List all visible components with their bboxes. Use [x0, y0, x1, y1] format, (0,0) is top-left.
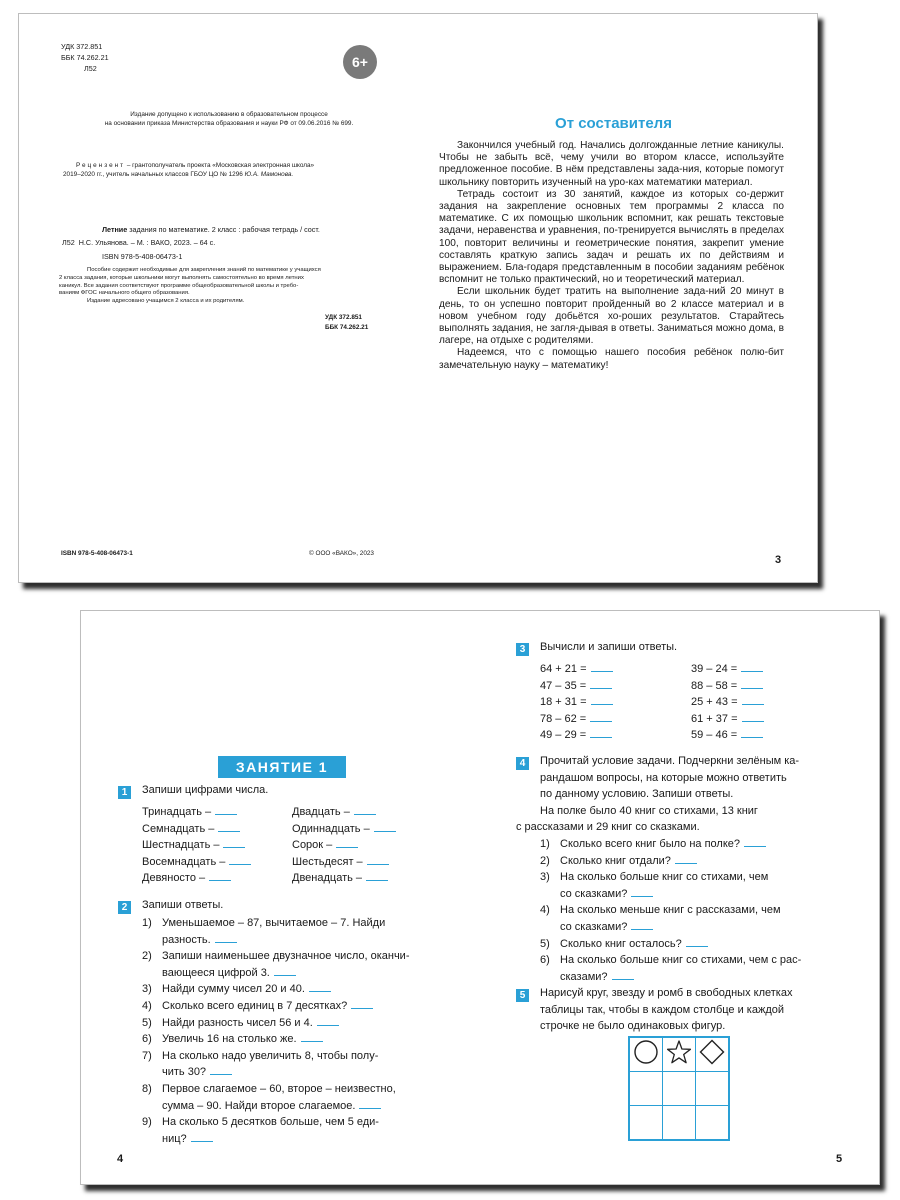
number-word-item	[292, 870, 452, 887]
number-word-item	[142, 854, 292, 871]
answer-blank[interactable]	[359, 1100, 381, 1109]
number-word: Двадцать –	[292, 806, 350, 818]
number-word: Семнадцать –	[142, 822, 215, 835]
spread-pages-2-3	[18, 13, 818, 583]
list-item	[540, 952, 842, 985]
item-text: Сколько всего книг было на полке?	[560, 837, 740, 850]
task5-line: таблицы так, чтобы в каждом столбце и каждой	[540, 1003, 785, 1016]
biblio-text-2: Н.С. Ульянова. – М. : ВАКО, 2023. – 64 с.	[78, 238, 216, 247]
item-text: Первое слагаемое – 60, второе – неизвестно,	[162, 1082, 396, 1095]
task2-prompt: Запиши ответы.	[142, 899, 224, 911]
item-text: ниц?	[162, 1132, 187, 1145]
page-number-4: 4	[117, 1153, 124, 1165]
intro-paragraph: Тетрадь состоит из 30 занятий, каждое из которых со-держит задания на закрепление основных тем программы 2 класса по математике. С их помощью школьник вспомнит, как решать текстовые задачи, неравенства и уравнения, по-тренируется вычислять в пределах 100, повторит величины и геометрические понятия, закрепит умение составлять краткую запись задач и решать их по действиям и выражением. Бла-годаря представленным в пособии заданиям ребёнок вспомнит не только практический, но и теоретический материал.	[439, 188, 784, 286]
udk-label: УДК 372.851	[61, 42, 103, 51]
answer-blank[interactable]	[218, 823, 240, 832]
item-text: Увеличь 16 на столько же.	[162, 1033, 297, 1046]
task4-prompt: по данному условию. Запиши ответы.	[540, 788, 734, 801]
answer-blank[interactable]	[229, 856, 251, 865]
item-number: 5)	[540, 937, 550, 950]
answer-blank[interactable]	[741, 729, 763, 738]
expression: 25 + 43 =	[691, 696, 738, 709]
answer-blank[interactable]	[590, 713, 612, 722]
number-word: Тринадцать –	[142, 806, 212, 818]
shapes-table	[629, 1037, 729, 1140]
item-number: 1)	[540, 837, 550, 850]
biblio-code: Л52	[62, 238, 75, 247]
item-text: Уменьшаемое – 87, вычитаемое – 7. Найди	[162, 917, 386, 929]
answer-blank[interactable]	[591, 696, 613, 705]
task3-left-column	[540, 661, 690, 744]
biblio-line-2	[62, 238, 215, 248]
list-item	[142, 948, 448, 981]
number-word: Шестнадцать –	[142, 839, 220, 852]
answer-blank[interactable]	[590, 729, 612, 738]
grid-cell	[696, 1038, 729, 1072]
task5-line: Нарисуй круг, звезду и ромб в свободных клетках	[540, 987, 793, 999]
expression-item	[691, 694, 841, 711]
answer-blank[interactable]	[366, 872, 388, 881]
reviewer-text-1: – грантополучатель проекта «Московская электронная школа»	[125, 162, 315, 169]
list-item	[540, 869, 842, 902]
answer-blank[interactable]	[590, 680, 612, 689]
item-text: Найди разность чисел 56 и 4.	[162, 1016, 313, 1029]
task-number-badge: 1	[118, 786, 131, 799]
item-number: 9)	[142, 1116, 152, 1129]
item-number: 3)	[540, 871, 550, 884]
answer-blank[interactable]	[354, 806, 376, 815]
item-number: 3)	[142, 983, 152, 996]
task5-line: строчке не было одинаковых фигур.	[540, 1020, 726, 1033]
answer-blank[interactable]	[336, 839, 358, 848]
annotation-line: 2 класса задания, которые школьники могут выполнять самостоятельно во время летних	[59, 274, 304, 281]
answer-blank[interactable]	[301, 1033, 323, 1042]
expression: 59 – 46 =	[691, 729, 738, 742]
list-item	[540, 836, 842, 853]
answer-blank[interactable]	[223, 839, 245, 848]
item-text: На сколько больше книг со стихами, чем с рас-	[560, 954, 802, 967]
expression: 88 – 58 =	[691, 679, 738, 692]
diamond-icon	[699, 1039, 725, 1065]
intro-body	[439, 140, 784, 372]
lesson-title: ЗАНЯТИЕ 1	[218, 756, 346, 778]
expression-item	[691, 678, 841, 695]
task-number-badge: 2	[118, 901, 131, 914]
answer-blank[interactable]	[374, 823, 396, 832]
answer-blank[interactable]	[612, 971, 634, 980]
item-number: 6)	[142, 1033, 152, 1046]
item-number: 2)	[142, 950, 152, 963]
item-text: На сколько больше книг со стихами, чем	[560, 871, 769, 884]
number-word: Сорок –	[292, 839, 333, 852]
item-text: Запиши наименьшее двузначное число, оканчи-	[162, 950, 410, 963]
item-number: 7)	[142, 1049, 152, 1062]
expression: 49 – 29 =	[540, 729, 587, 742]
list-item	[142, 1031, 448, 1048]
item-text: Найди сумму чисел 20 и 40.	[162, 983, 305, 996]
item-text: Сколько книг отдали?	[560, 854, 671, 867]
answer-blank[interactable]	[742, 696, 764, 705]
item-text: со сказками?	[560, 920, 628, 933]
number-word: Двенадцать –	[292, 872, 363, 885]
answer-blank[interactable]	[686, 938, 708, 947]
annotation-line: каникул. Все задания соответствуют программе общеобразовательной школы и требо-	[59, 282, 299, 289]
number-word-item	[142, 804, 292, 821]
reviewer-label: Рецензент	[76, 162, 126, 169]
biblio-line-1	[102, 225, 320, 235]
biblio-text-1: задания по математике. 2 класс : рабочая тетрадь / сост.	[127, 225, 320, 234]
approval-line-2: на основании приказа Министерства образования и науки РФ от 09.06.2016 № 699.	[104, 120, 354, 127]
number-word: Восемнадцать –	[142, 855, 226, 868]
intro-paragraph: Надеемся, что с помощью нашего пособия ребёнок полю-бит замечательную науку – математику!	[439, 347, 784, 371]
annotation	[55, 267, 381, 306]
item-text: На сколько меньше книг с рассказами, чем	[560, 904, 781, 917]
list-item	[142, 915, 448, 948]
grid-cell-empty[interactable]	[663, 1106, 696, 1140]
answer-blank[interactable]	[742, 713, 764, 722]
bbk-label: ББК 74.262.21	[61, 53, 109, 62]
expression: 47 – 35 =	[540, 679, 587, 692]
task2-list	[142, 915, 448, 1147]
list-item	[540, 853, 842, 870]
task5-prompt	[540, 985, 842, 1035]
list-item	[142, 1081, 448, 1114]
item-number: 5)	[142, 1016, 152, 1029]
expression-item	[691, 711, 841, 728]
answer-blank[interactable]	[351, 1000, 373, 1009]
intro-title: От составителя	[555, 115, 672, 132]
answer-blank[interactable]	[191, 1133, 213, 1142]
list-item	[142, 1048, 448, 1081]
footer-isbn: ISBN 978-5-408-06473-1	[61, 550, 133, 557]
answer-blank[interactable]	[210, 1066, 232, 1075]
intro-paragraph: Закончился учебный год. Начались долгожданные летние каникулы. Чтобы не забыть всё, чему учили во втором классе, используйте предложенное пособие. В нём представлены зада-ния, которые помогут школьнику повторить изученный на уро-ках математики материал.	[439, 140, 784, 188]
task1-left-column	[142, 804, 292, 887]
list-item	[540, 936, 842, 953]
task4-prompt: Прочитай условие задачи. Подчеркни зелёным ка-	[540, 755, 800, 767]
number-word: Девяносто –	[142, 872, 206, 885]
list-item	[540, 902, 842, 935]
item-text: Сколько всего единиц в 7 десятках?	[162, 999, 348, 1012]
isbn-line: ISBN 978-5-408-06473-1	[102, 252, 183, 261]
task4-condition: На полке было 40 книг со стихами, 13 книг	[540, 804, 758, 817]
code-label: Л52	[84, 64, 97, 73]
list-item	[142, 1015, 448, 1032]
number-word-item	[292, 821, 452, 838]
item-number: 1)	[142, 917, 152, 929]
answer-blank[interactable]	[591, 663, 613, 672]
item-text: На сколько 5 десятков больше, чем 5 еди-	[162, 1116, 379, 1129]
expression-item	[540, 661, 690, 678]
number-word-item	[142, 837, 292, 854]
circle-icon	[633, 1039, 659, 1065]
task-number-badge: 3	[516, 643, 529, 656]
intro-paragraph: Если школьник будет тратить на выполнение зада-ний 20 минут в день, то он успешно повторит пройденный во 2 классе материал и в новом учебном году добьётся хо-роших результатов. Старайтесь выполнять задания, не загля-дывая в ответы. Заниматься можно дома, в лагере, на отдыхе с родителями.	[439, 286, 784, 347]
expression-item	[540, 694, 690, 711]
grid-cell-empty[interactable]	[630, 1106, 663, 1140]
number-word-item	[142, 870, 292, 887]
approval-line-1: Издание допущено к использованию в образовательном процессе	[130, 111, 328, 118]
grid-cell	[630, 1038, 663, 1072]
task1-right-column	[292, 804, 452, 887]
number-word-item	[292, 854, 452, 871]
answer-blank[interactable]	[309, 983, 331, 992]
shapes-grid	[628, 1036, 730, 1141]
item-number: 8)	[142, 1082, 152, 1095]
star-icon	[666, 1039, 692, 1065]
answer-blank[interactable]	[274, 967, 296, 976]
expression-item	[691, 727, 841, 744]
reviewer-line-2	[63, 171, 293, 179]
answer-blank[interactable]	[367, 856, 389, 865]
answer-blank[interactable]	[317, 1017, 339, 1026]
task1-prompt: Запиши цифрами числа.	[142, 784, 269, 796]
page-number-5: 5	[836, 1153, 843, 1165]
task3-prompt: Вычисли и запиши ответы.	[540, 641, 678, 653]
item-number: 6)	[540, 954, 550, 967]
item-text: Сколько книг осталось?	[560, 937, 682, 950]
annotation-line: Пособие содержит необходимые для закрепления знаний по математике у учащихся	[87, 267, 321, 273]
reviewer-line-1	[76, 162, 314, 170]
spread-pages-4-5	[80, 610, 880, 1185]
item-text: разность.	[162, 933, 211, 946]
udk-label-2: УДК 372.851	[325, 314, 362, 321]
expression: 39 – 24 =	[691, 663, 738, 675]
expression-item	[691, 661, 841, 678]
expression: 78 – 62 =	[540, 712, 587, 725]
answer-blank[interactable]	[744, 838, 766, 847]
answer-blank[interactable]	[631, 921, 653, 930]
item-text: со сказками?	[560, 887, 628, 900]
grid-row	[630, 1072, 729, 1106]
answer-blank[interactable]	[741, 680, 763, 689]
page-number-3: 3	[775, 554, 782, 566]
item-text: На сколько надо увеличить 8, чтобы полу-	[162, 1049, 379, 1062]
age-rating-badge: 6+	[343, 45, 377, 79]
list-item	[142, 981, 448, 998]
reviewer-name: Ю.А. Мамонова.	[244, 171, 294, 178]
annotation-line: ваниям ФГОС начального общего образования.	[59, 290, 190, 297]
annotation-line: Издание адресовано учащимся 2 класса и их родителям.	[87, 298, 245, 305]
grid-cell-empty[interactable]	[696, 1072, 729, 1106]
answer-blank[interactable]	[209, 872, 231, 881]
number-word-item	[292, 804, 452, 821]
answer-blank[interactable]	[215, 806, 237, 815]
grid-cell-empty[interactable]	[696, 1106, 729, 1140]
expression-item	[540, 711, 690, 728]
task4-block	[516, 753, 842, 985]
number-word: Одиннадцать –	[292, 822, 370, 835]
bbk-label-2: ББК 74.262.21	[325, 324, 369, 331]
grid-cell-empty[interactable]	[663, 1072, 696, 1106]
grid-cell	[663, 1038, 696, 1072]
expression: 64 + 21 =	[540, 663, 587, 675]
number-word-item	[292, 837, 452, 854]
task-number-badge: 5	[516, 989, 529, 1002]
answer-blank[interactable]	[631, 888, 653, 897]
reviewer-text-2: 2019–2020 гг., учитель начальных классов ГБОУ ЦО № 1296	[63, 171, 245, 178]
expression: 61 + 37 =	[691, 712, 738, 725]
grid-row	[630, 1106, 729, 1140]
item-number: 4)	[540, 904, 550, 917]
item-text: чить 30?	[162, 1066, 207, 1079]
number-word-item	[142, 821, 292, 838]
item-number: 4)	[142, 999, 152, 1012]
task3-right-column	[691, 661, 841, 744]
item-text: сказами?	[560, 970, 608, 983]
expression-item	[540, 678, 690, 695]
task-number-badge: 4	[516, 757, 529, 770]
list-item	[142, 998, 448, 1015]
answer-blank[interactable]	[741, 663, 763, 672]
task4-condition: с рассказами и 29 книг со сказками.	[516, 821, 700, 834]
number-word: Шестьдесят –	[292, 855, 363, 868]
item-text: сумма – 90. Найди второе слагаемое.	[162, 1099, 356, 1112]
list-item	[142, 1114, 448, 1147]
grid-row	[630, 1038, 729, 1072]
answer-blank[interactable]	[675, 855, 697, 864]
expression: 18 + 31 =	[540, 696, 587, 709]
expression-item	[540, 727, 690, 744]
answer-blank[interactable]	[215, 934, 237, 943]
item-text: вающееся цифрой 3.	[162, 966, 270, 979]
task4-prompt: рандашом вопросы, на которые можно ответить	[540, 771, 787, 784]
item-number: 2)	[540, 854, 550, 867]
footer-copyright: © ООО «ВАКО», 2023	[309, 550, 374, 557]
grid-cell-empty[interactable]	[630, 1072, 663, 1106]
biblio-title: Летние	[102, 225, 128, 234]
